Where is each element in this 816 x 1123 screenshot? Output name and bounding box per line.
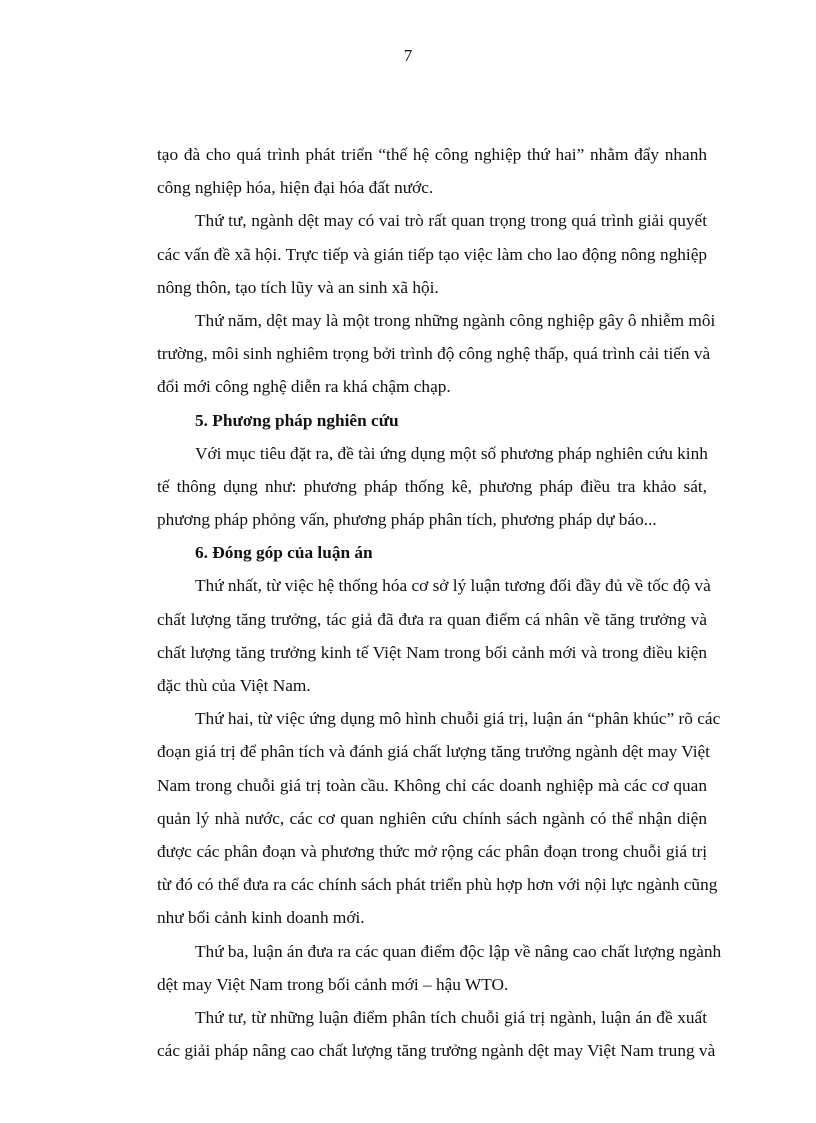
text-line: Thứ tư, ngành dệt may có vai trò rất quan trọng trong quá trình giải quyết (195, 211, 707, 231)
text-line: trường, môi sinh nghiêm trọng bởi trình độ công nghệ thấp, quá trình cải tiến và (157, 344, 711, 364)
text-line: nông thôn, tạo tích lũy và an sinh xã hội. (157, 277, 439, 297)
section-heading: 5. Phương pháp nghiên cứu (195, 410, 399, 430)
page-number: 7 (403, 46, 413, 65)
section-heading: 6. Đóng góp của luận án (195, 543, 373, 563)
text-line: đặc thù của Việt Nam. (157, 676, 311, 695)
text-line: tạo đà cho quá trình phát triển “thế hệ công nghiệp thứ hai” nhằm đẩy nhanh (157, 145, 707, 164)
text-line: Thứ năm, dệt may là một trong những ngành công nghiệp gây ô nhiễm môi (195, 310, 716, 330)
text-line: Với mục tiêu đặt ra, đề tài ứng dụng một số phương pháp nghiên cứu kinh (195, 443, 708, 463)
text-line: các giải pháp nâng cao chất lượng tăng trưởng ngành dệt may Việt Nam trung và (157, 1041, 716, 1061)
text-line: các vấn đề xã hội. Trực tiếp và gián tiếp tạo việc làm cho lao động nông nghiệp (157, 244, 707, 264)
text-line: được các phân đoạn và phương thức mở rộng các phân đoạn trong chuỗi giá trị (157, 841, 707, 861)
text-line: từ đó có thể đưa ra các chính sách phát triển phù hợp hơn với nội lực ngành cũng (157, 875, 718, 895)
text-line: tế thông dụng như: phương pháp thống kê, phương pháp điều tra khảo sát, (157, 476, 707, 496)
document-body (157, 138, 722, 1067)
text-line: phương pháp phỏng vấn, phương pháp phân tích, phương pháp dự báo... (157, 510, 657, 530)
text-line: công nghiệp hóa, hiện đại hóa đất nước. (157, 178, 434, 198)
text-line: đổi mới công nghệ diễn ra khá chậm chạp. (157, 377, 451, 397)
text-line: Thứ tư, từ những luận điểm phân tích chuỗi giá trị ngành, luận án đề xuất (195, 1007, 707, 1027)
text-line: Thứ hai, từ việc ứng dụng mô hình chuỗi giá trị, luận án “phân khúc” rõ các (195, 709, 721, 729)
text-line: dệt may Việt Nam trong bối cảnh mới – hậu WTO. (157, 974, 509, 994)
text-line: Thứ ba, luận án đưa ra các quan điểm độc lập về nâng cao chất lượng ngành (195, 941, 722, 961)
text-line: chất lượng tăng trưởng kinh tế Việt Nam trong bối cảnh mới và trong điều kiện (157, 642, 707, 662)
text-line: Nam trong chuỗi giá trị toàn cầu. Không chỉ các doanh nghiệp mà các cơ quan (157, 775, 707, 795)
text-line: chất lượng tăng trưởng, tác giả đã đưa ra quan điểm cá nhân về tăng trưởng và (157, 609, 707, 629)
text-line: như bối cảnh kinh doanh mới. (157, 908, 365, 928)
text-line: quản lý nhà nước, các cơ quan nghiên cứu chính sách ngành có thể nhận diện (157, 808, 707, 828)
text-line: đoạn giá trị để phân tích và đánh giá chất lượng tăng trưởng ngành dệt may Việt (157, 742, 710, 762)
text-line: Thứ nhất, từ việc hệ thống hóa cơ sở lý luận tương đối đầy đủ về tốc độ và (195, 576, 711, 596)
